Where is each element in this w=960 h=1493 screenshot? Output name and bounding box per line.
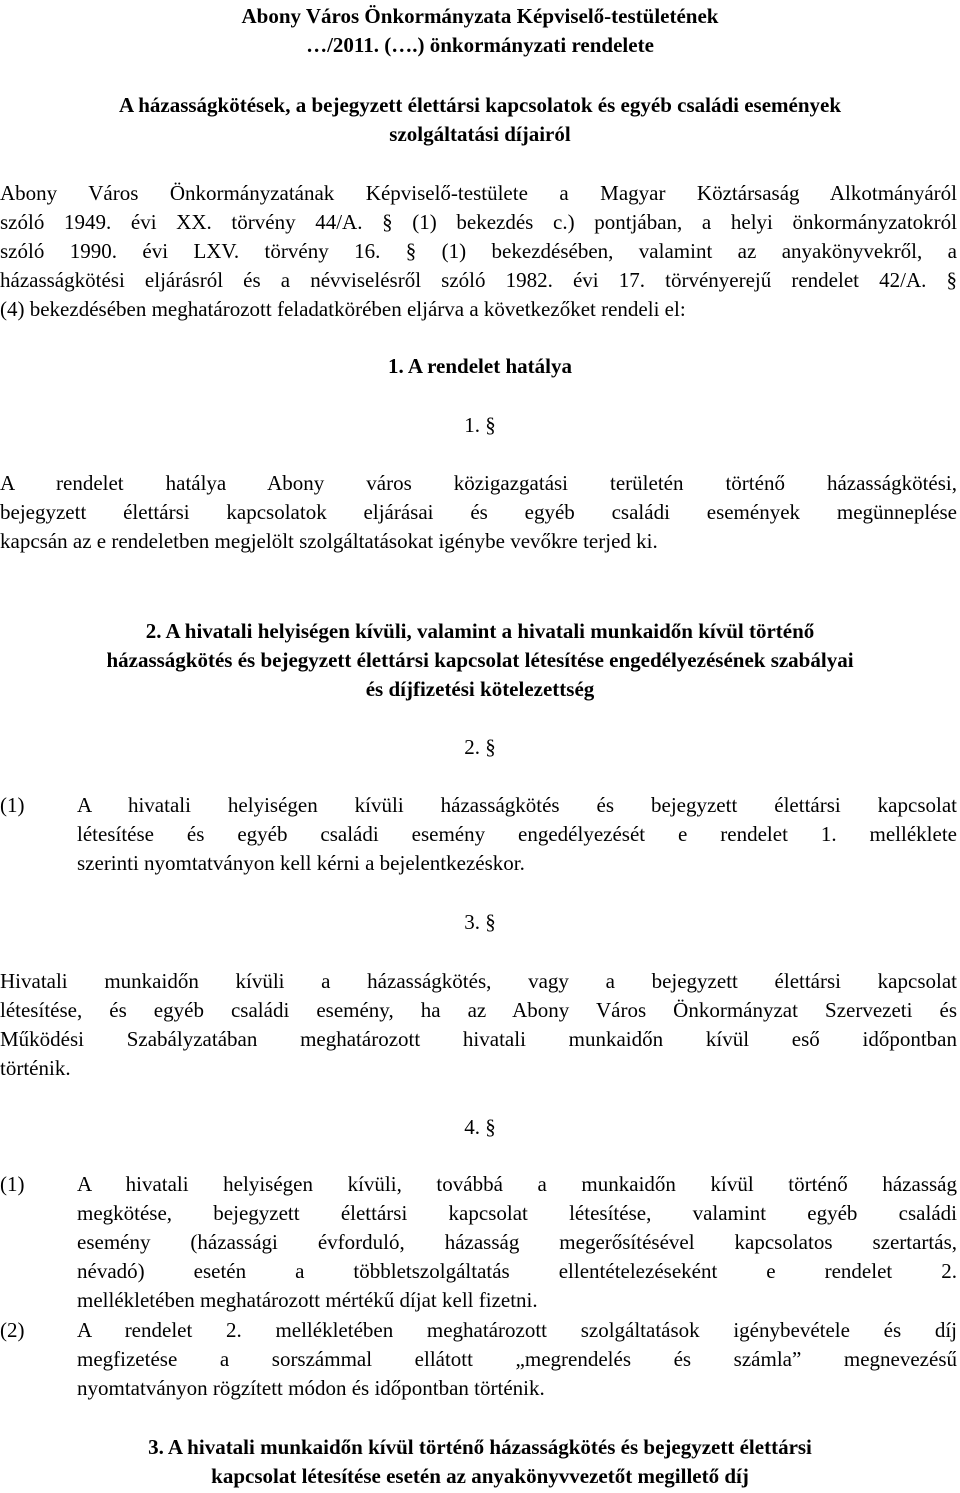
document-title: Abony Város Önkormányzata Képviselő-testületének bbox=[241, 4, 719, 28]
paragraph-line: létesítése és egyéb családi esemény engedélyezését e rendelet 1. melléklete bbox=[77, 822, 957, 846]
paragraph-line: A hivatali helyiségen kívüli házasságkötés és bejegyzett élettársi kapcsolat bbox=[77, 793, 957, 817]
paragraph-line: szerinti nyomtatványon kell kérni a bejelentkezéskor. bbox=[77, 851, 525, 875]
paragraph-line: bejegyzett élettársi kapcsolatok eljárásai és egyéb családi események megünneplése bbox=[0, 500, 957, 524]
paragraph-line: megkötése, bejegyzett élettársi kapcsolat létesítése, valamint egyéb családi bbox=[77, 1201, 957, 1225]
preamble-line: szóló 1949. évi XX. törvény 44/A. § (1) bekezdés c.) pontjában, a helyi önkormányzatokról bbox=[0, 210, 957, 234]
section-number: 4. § bbox=[464, 1115, 496, 1139]
paragraph-line: A hivatali helyiségen kívüli, továbbá a munkaidőn kívül történő házasság bbox=[77, 1172, 957, 1196]
paragraph-line: névadó) esetén a többletszolgáltatás ellentételezéseként e rendelet 2. bbox=[77, 1259, 957, 1283]
preamble-line: (4) bekezdésében meghatározott feladatkörében eljárva a következőket rendeli el: bbox=[0, 297, 686, 321]
preamble-line: szóló 1990. évi LXV. törvény 16. § (1) bekezdésében, valamint az anyakönyvekről, a bbox=[0, 239, 957, 263]
paragraph-number: (1) bbox=[0, 793, 25, 817]
preamble-line: házasságkötési eljárásról és a névviselésről szóló 1982. évi 17. törvényerejű rendelet 42/A. § bbox=[0, 268, 957, 292]
chapter-heading: 2. A hivatali helyiségen kívüli, valamint a hivatali munkaidőn kívül történő bbox=[145, 619, 815, 643]
paragraph-line: A rendelet hatálya Abony város közigazgatási területén történő házasságkötési, bbox=[0, 471, 957, 495]
paragraph-line: nyomtatványon rögzített módon és időpontban történik. bbox=[77, 1376, 545, 1400]
document-subject: A házasságkötések, a bejegyzett élettársi kapcsolatok és egyéb családi események bbox=[118, 93, 842, 117]
section-number: 1. § bbox=[464, 413, 496, 437]
chapter-heading: 3. A hivatali munkaidőn kívül történő házasságkötés és bejegyzett élettársi bbox=[148, 1435, 812, 1459]
paragraph-line: kapcsán az e rendeletben megjelölt szolgáltatásokat igénybe vevőkre terjed ki. bbox=[0, 529, 658, 553]
paragraph-number: (1) bbox=[0, 1172, 25, 1196]
paragraph-line: megfizetése a sorszámmal ellátott „megrendelés és számla” megnevezésű bbox=[77, 1347, 957, 1371]
document-subject-cont: szolgáltatási díjairól bbox=[389, 122, 571, 146]
section-number: 3. § bbox=[464, 910, 496, 934]
document-title-number: …/2011. (….) önkormányzati rendelete bbox=[306, 33, 654, 57]
paragraph-line: A rendelet 2. mellékletében meghatározott szolgáltatások igénybevétele és díj bbox=[77, 1318, 957, 1342]
section-number: 2. § bbox=[464, 735, 496, 759]
paragraph-line: történik. bbox=[0, 1056, 71, 1080]
chapter-heading-cont: kapcsolat létesítése esetén az anyakönyvvezetőt megillető díj bbox=[211, 1464, 749, 1488]
paragraph-line: Hivatali munkaidőn kívüli a házasságkötés, vagy a bejegyzett élettársi kapcsolat bbox=[0, 969, 957, 993]
chapter-heading-cont: házasságkötés és bejegyzett élettársi kapcsolat létesítése engedélyezésének szabályai bbox=[106, 648, 854, 672]
paragraph-line: mellékletében meghatározott mértékű díjat kell fizetni. bbox=[77, 1288, 538, 1312]
paragraph-line: Működési Szabályzatában meghatározott hivatali munkaidőn kívül eső időpontban bbox=[0, 1027, 957, 1051]
chapter-heading-cont: és díjfizetési kötelezettség bbox=[365, 677, 595, 701]
paragraph-line: esemény (házassági évforduló, házasság megerősítésével kapcsolatos szertartás, bbox=[77, 1230, 957, 1254]
paragraph-number: (2) bbox=[0, 1318, 25, 1342]
preamble-line: Abony Város Önkormányzatának Képviselő-testülete a Magyar Köztársaság Alkotmányáról bbox=[0, 181, 957, 205]
chapter-heading: 1. A rendelet hatálya bbox=[388, 354, 572, 378]
paragraph-line: létesítése, és egyéb családi esemény, ha az Abony Város Önkormányzat Szervezeti és bbox=[0, 998, 957, 1022]
